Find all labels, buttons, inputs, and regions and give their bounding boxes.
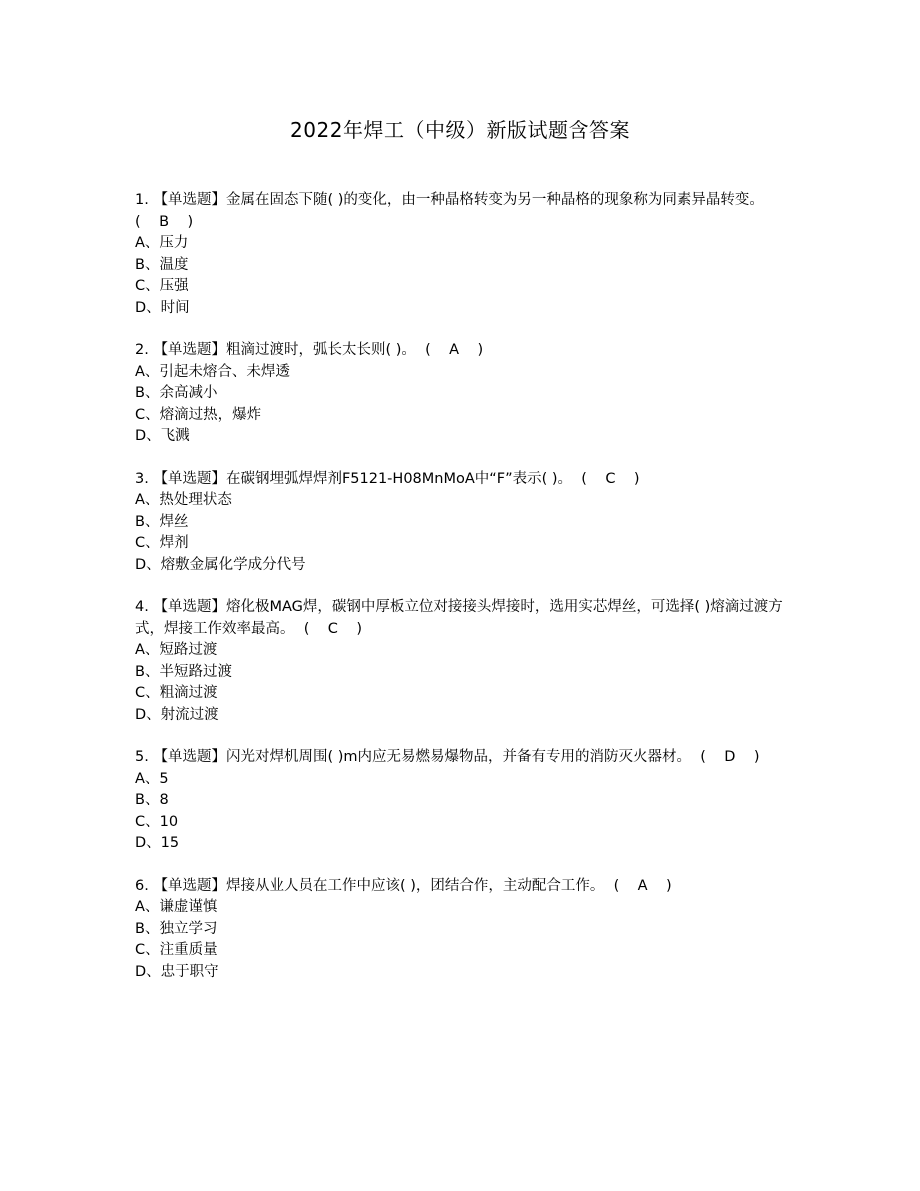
- question-stem: [135, 469, 795, 491]
- answer-key: ( C ): [581, 470, 640, 487]
- option-b: B、温度: [135, 256, 189, 273]
- option-c: C、注重质量: [135, 942, 218, 958]
- option-c: C、10: [135, 813, 179, 830]
- option-a: A、谦虚谨慎: [135, 899, 218, 915]
- question-text: 1. 【单选题】金属在固态下随( )的变化，由一种晶格转变为另一种晶格的现象称为同素异晶转变。: [135, 192, 764, 208]
- question-stem: [135, 190, 795, 233]
- question-text: 6. 【单选题】焊接从业人员在工作中应该( )，团结合作，主动配合工作。: [135, 877, 605, 894]
- option-b: B、8: [135, 792, 169, 808]
- option-d: D、射流过渡: [135, 706, 219, 723]
- option-b: B、焊丝: [135, 513, 189, 530]
- question-4: [135, 597, 795, 726]
- option-b: B、独立学习: [135, 920, 218, 937]
- option-b: B、半短路过渡: [135, 663, 232, 680]
- option-c: C、粗滴过渡: [135, 685, 218, 701]
- question-text: 4. 【单选题】熔化极MAG焊，碳钢中厚板立位对接接头焊接时，选用实芯焊丝，可选择( )熔滴过渡方式，焊接工作效率最高。: [135, 599, 783, 637]
- question-2: [135, 340, 795, 448]
- option-c: C、焊剂: [135, 535, 189, 551]
- page-title: 2022年焊工（中级）新版试题含答案: [290, 118, 630, 142]
- question-text: 5. 【单选题】闪光对焊机周围( )m内应无易燃易爆物品，并备有专用的消防灭火器材。: [135, 749, 691, 765]
- option-d: D、飞溅: [135, 428, 190, 444]
- question-6: [135, 876, 795, 984]
- option-d: D、忠于职守: [135, 963, 219, 980]
- question-3: [135, 469, 795, 577]
- question-text: 2. 【单选题】粗滴过渡时，弧长太长则( )。: [135, 342, 416, 358]
- option-a: A、短路过渡: [135, 642, 218, 658]
- option-c: C、熔滴过热，爆炸: [135, 406, 262, 423]
- option-d: D、熔敷金属化学成分代号: [135, 556, 306, 573]
- answer-key: ( C ): [303, 620, 363, 637]
- answer-key: ( B ): [135, 213, 194, 230]
- question-list: [135, 190, 795, 1004]
- question-stem: [135, 876, 795, 898]
- answer-key: ( A ): [425, 342, 484, 358]
- answer-key: ( A ): [613, 877, 672, 894]
- question-stem: [135, 747, 795, 769]
- option-d: D、15: [135, 835, 180, 851]
- option-a: A、压力: [135, 235, 189, 251]
- question-5: [135, 747, 795, 855]
- option-a: A、5: [135, 770, 169, 787]
- option-c: C、压强: [135, 278, 189, 294]
- question-stem: [135, 597, 795, 640]
- question-text: 3. 【单选题】在碳钢埋弧焊焊剂F5121-H08MnMoA中“F”表示( )。: [135, 470, 573, 487]
- question-stem: [135, 340, 795, 362]
- question-1: [135, 190, 795, 319]
- option-d: D、时间: [135, 299, 190, 316]
- answer-key: ( D ): [700, 749, 760, 765]
- option-a: A、热处理状态: [135, 492, 232, 508]
- option-a: A、引起未熔合、未焊透: [135, 363, 290, 380]
- option-b: B、余高减小: [135, 385, 218, 401]
